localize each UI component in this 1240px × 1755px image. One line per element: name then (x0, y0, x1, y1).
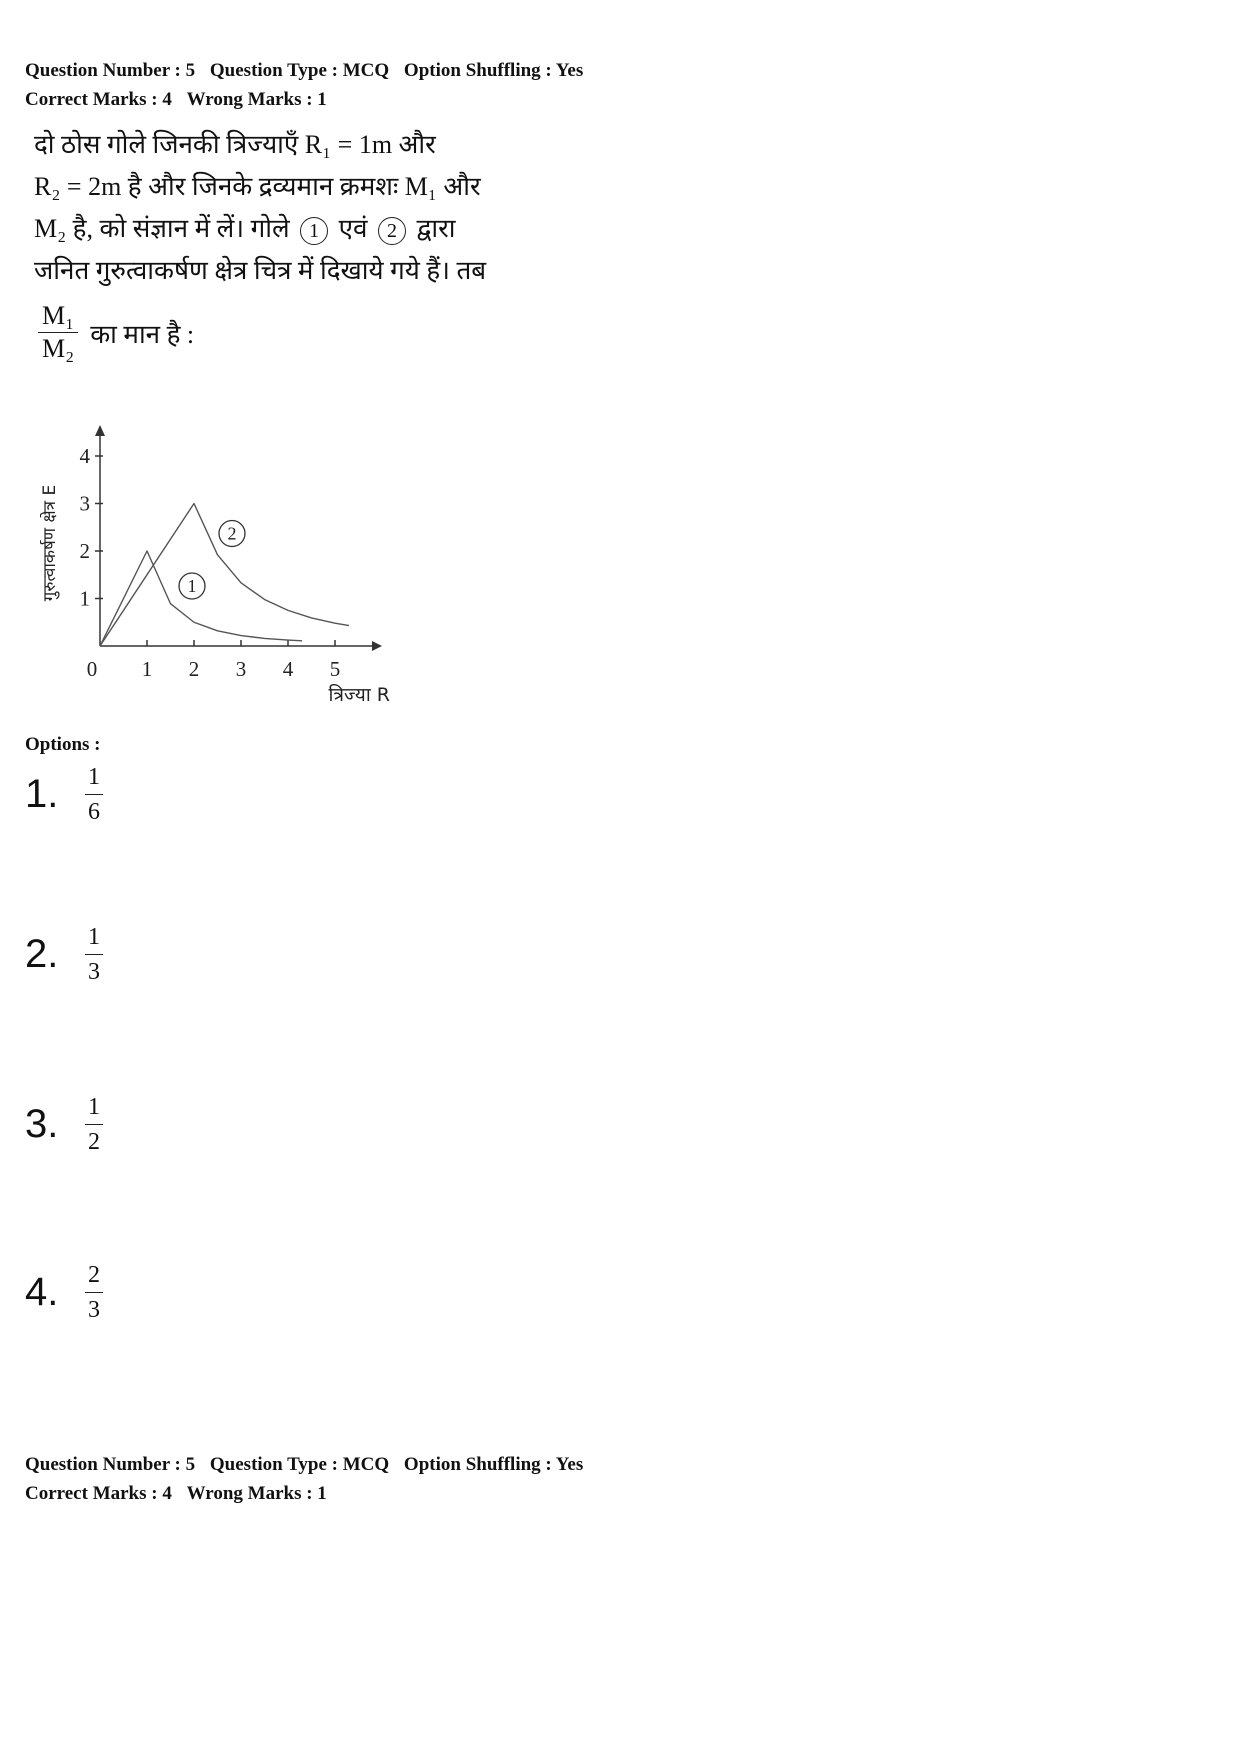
circled-label-2: 2 (378, 217, 406, 245)
y-tick-label: 2 (79, 539, 90, 563)
option-denominator: 6 (88, 799, 100, 825)
question-line-3-start: M₂ है, को संज्ञान में लें। गोले (34, 214, 290, 243)
question-line-3-mid: एवं (338, 214, 368, 243)
option-numerator: 1 (85, 760, 103, 795)
question-number: Question Number : 5 (25, 1454, 196, 1475)
y-axis-label: गुरुत्वाकर्षण क्षेत्र E (40, 484, 60, 602)
y-tick-label: 4 (79, 444, 90, 468)
option-fraction (85, 920, 103, 989)
y-tick-label: 3 (79, 491, 90, 516)
mass-ratio (38, 300, 194, 365)
option-number: 4. (25, 1270, 59, 1314)
option-4[interactable] (25, 1258, 103, 1327)
wrong-marks: Wrong Marks : 1 (186, 1483, 327, 1504)
ratio-denominator: M₂ (42, 334, 75, 363)
question-line-2: R₂ = 2m है और जिनके द्रव्यमान क्रमशः M₁ और (34, 172, 481, 201)
option-number: 3. (25, 1102, 59, 1146)
question-type: Question Type : MCQ (209, 1454, 390, 1475)
option-3[interactable] (25, 1090, 103, 1159)
x-tick-label: 1 (141, 657, 153, 681)
x-tick-label: 2 (188, 657, 200, 681)
question-line-1: दो ठोस गोले जिनकी त्रिज्याएँ R₁ = 1m और (34, 130, 436, 159)
x-tick-label: 3 (235, 657, 247, 681)
option-numerator: 1 (85, 920, 103, 955)
question-header-line-2 (25, 89, 327, 111)
question-number: Question Number : 5 (25, 60, 196, 81)
circled-label-1: 1 (300, 217, 328, 245)
option-number: 2. (25, 932, 59, 976)
correct-marks: Correct Marks : 4 (25, 89, 172, 110)
x-axis-arrow (372, 641, 382, 651)
option-denominator: 2 (88, 1129, 100, 1155)
x-tick-label: 5 (329, 657, 341, 681)
next-question-header-line-2 (25, 1483, 327, 1505)
question-line-3 (34, 208, 554, 250)
question-header-line-1 (25, 60, 583, 82)
y-tick-label: 1 (79, 586, 90, 611)
options-label: Options : (25, 734, 101, 755)
option-number: 1. (25, 772, 59, 816)
y-axis-arrow (95, 425, 105, 436)
question-line-3-end: द्वारा (416, 214, 456, 243)
x-tick-label: 0 (86, 657, 98, 681)
option-shuffling: Option Shuffling : Yes (403, 60, 584, 81)
series-2-label: 2 (227, 523, 237, 544)
x-tick-label: 4 (282, 657, 294, 681)
option-denominator: 3 (88, 1297, 100, 1323)
series-1-curve (100, 551, 302, 646)
question-text (34, 124, 554, 292)
correct-marks: Correct Marks : 4 (25, 1483, 172, 1504)
option-denominator: 3 (88, 959, 100, 985)
question-type: Question Type : MCQ (209, 60, 390, 81)
option-fraction (85, 1090, 103, 1159)
option-shuffling: Option Shuffling : Yes (403, 1454, 584, 1475)
series-labels (179, 521, 245, 600)
option-numerator: 2 (85, 1258, 103, 1293)
option-1[interactable] (25, 760, 103, 829)
option-numerator: 1 (85, 1090, 103, 1125)
ratio-text: का मान है : (90, 319, 195, 349)
gravitational-field-chart (40, 425, 400, 715)
option-2[interactable] (25, 920, 103, 989)
series-1-label: 1 (187, 576, 197, 596)
next-question-header-line-1 (25, 1454, 583, 1476)
option-fraction (85, 760, 103, 829)
question-line-4: जनित गुरुत्वाकर्षण क्षेत्र चित्र में दिखाये गये हैं। तब (34, 256, 487, 285)
option-fraction (85, 1258, 103, 1327)
ratio-numerator: M₁ (38, 300, 78, 333)
wrong-marks: Wrong Marks : 1 (186, 89, 327, 110)
x-axis-label: त्रिज्या R (328, 684, 390, 706)
mass-ratio-fraction (38, 300, 78, 365)
